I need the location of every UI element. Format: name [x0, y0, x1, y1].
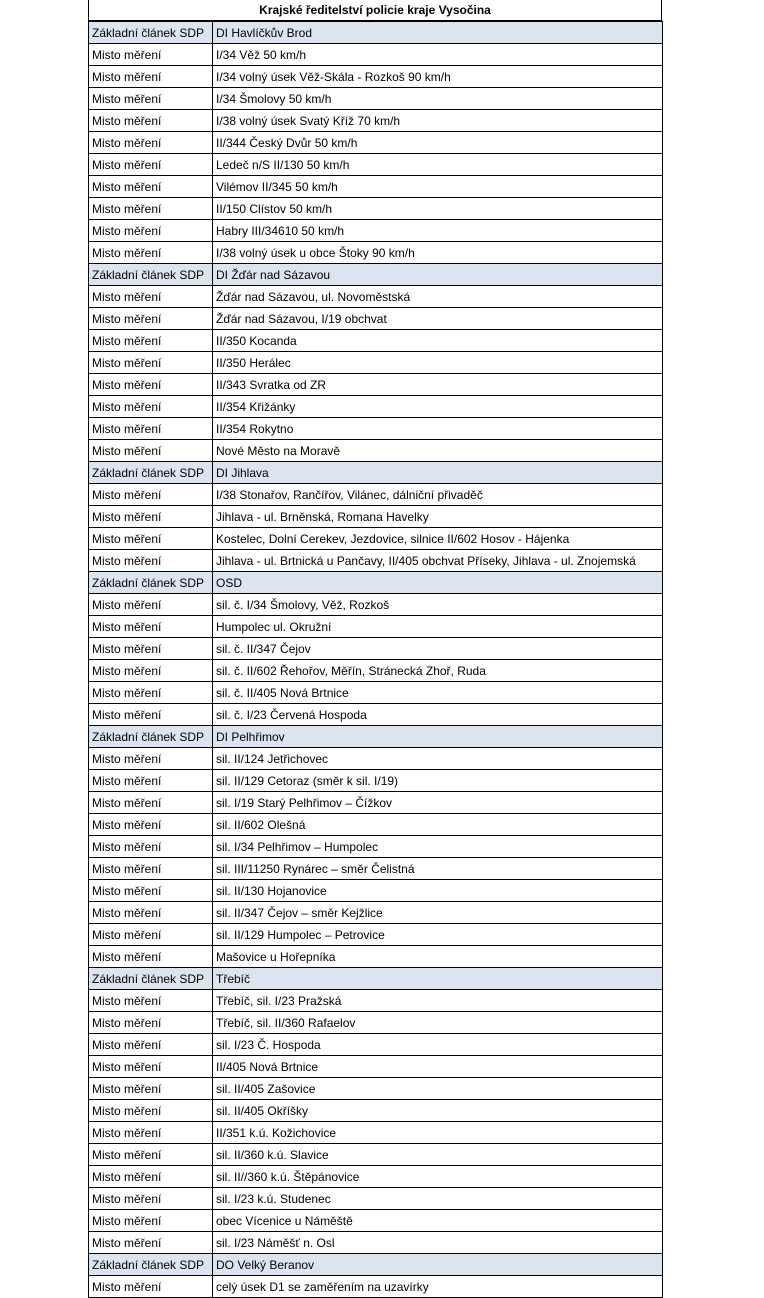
table-row [89, 1078, 663, 1100]
row-label-cell: Misto měření [89, 1100, 213, 1122]
row-label-cell: Misto měření [89, 594, 213, 616]
location-cell: II/350 Herálec [213, 352, 663, 374]
table-row [89, 880, 663, 902]
table-row [89, 836, 663, 858]
table-row [89, 506, 663, 528]
table-row [89, 1232, 663, 1254]
table-row [89, 946, 663, 968]
sheet-title: Krajské ředitelství policie kraje Vysočina [88, 0, 662, 21]
row-label-cell: Misto měření [89, 374, 213, 396]
table-row [89, 484, 663, 506]
location-cell: II/354 Křižánky [213, 396, 663, 418]
location-cell: sil. č. II/602 Řehořov, Měřín, Stránecká Zhoř, Ruda [213, 660, 663, 682]
row-label-cell: Misto měření [89, 924, 213, 946]
table-row [89, 990, 663, 1012]
table-row [89, 1122, 663, 1144]
row-label-cell: Misto měření [89, 1056, 213, 1078]
table-row [89, 242, 663, 264]
section-name-cell: DI Havlíčkův Brod [213, 22, 663, 44]
table-row [89, 1034, 663, 1056]
section-header-row [89, 462, 663, 484]
table-row [89, 44, 663, 66]
section-name-cell: Třebíč [213, 968, 663, 990]
table-row [89, 594, 663, 616]
location-cell: I/38 volný úsek u obce Štoky 90 km/h [213, 242, 663, 264]
table-row [89, 330, 663, 352]
location-cell: sil. I/34 Pelhřimov – Humpolec [213, 836, 663, 858]
row-label-cell: Misto měření [89, 396, 213, 418]
row-label-cell: Misto měření [89, 1210, 213, 1232]
location-cell: sil. č. II/347 Čejov [213, 638, 663, 660]
table-row [89, 396, 663, 418]
table-row [89, 858, 663, 880]
table-row [89, 902, 663, 924]
table-row [89, 308, 663, 330]
section-name-cell: OSD [213, 572, 663, 594]
row-label-cell: Misto měření [89, 198, 213, 220]
row-label-cell: Misto měření [89, 1078, 213, 1100]
table-row [89, 924, 663, 946]
row-label-cell: Misto měření [89, 506, 213, 528]
location-cell: sil. č. II/405 Nová Brtnice [213, 682, 663, 704]
location-cell: I/34 Šmolovy 50 km/h [213, 88, 663, 110]
location-cell: obec Vícenice u Náměště [213, 1210, 663, 1232]
row-label-cell: Misto měření [89, 902, 213, 924]
section-label-cell: Základní článek SDP [89, 264, 213, 286]
row-label-cell: Misto měření [89, 418, 213, 440]
row-label-cell: Misto měření [89, 352, 213, 374]
location-cell: sil. II/124 Jetřichovec [213, 748, 663, 770]
row-label-cell: Misto měření [89, 1166, 213, 1188]
row-label-cell: Misto měření [89, 286, 213, 308]
row-label-cell: Misto měření [89, 1144, 213, 1166]
table-row [89, 814, 663, 836]
table-row [89, 770, 663, 792]
location-cell: Jihlava - ul. Brněnská, Romana Havelky [213, 506, 663, 528]
row-label-cell: Misto měření [89, 88, 213, 110]
table-row [89, 132, 663, 154]
row-label-cell: Misto měření [89, 616, 213, 638]
section-name-cell: DI Jihlava [213, 462, 663, 484]
row-label-cell: Misto měření [89, 1122, 213, 1144]
location-cell: I/34 volný úsek Věž-Skála - Rozkoš 90 km/h [213, 66, 663, 88]
row-label-cell: Misto měření [89, 484, 213, 506]
row-label-cell: Misto měření [89, 770, 213, 792]
table-row [89, 1188, 663, 1210]
row-label-cell: Misto měření [89, 528, 213, 550]
location-cell: sil. I/23 Náměšť n. Osl [213, 1232, 663, 1254]
location-cell: sil. II/405 Okříšky [213, 1100, 663, 1122]
location-cell: I/38 Stonařov, Rančířov, Vilánec, dálniční přivaděč [213, 484, 663, 506]
location-cell: Třebíč, sil. I/23 Pražská [213, 990, 663, 1012]
table-row [89, 440, 663, 462]
location-cell: Kostelec, Dolní Cerekev, Jezdovice, silnice II/602 Hosov - Hájenka [213, 528, 663, 550]
table-row [89, 748, 663, 770]
row-label-cell: Misto měření [89, 440, 213, 462]
section-header-row [89, 726, 663, 748]
row-label-cell: Misto měření [89, 748, 213, 770]
location-cell: II/351 k.ú. Kožichovice [213, 1122, 663, 1144]
spreadsheet [88, 0, 662, 1298]
location-cell: II/350 Kocanda [213, 330, 663, 352]
location-cell: sil. II/129 Cetoraz (směr k sil. I/19) [213, 770, 663, 792]
location-cell: II/354 Rokytno [213, 418, 663, 440]
location-cell: sil. II/602 Olešná [213, 814, 663, 836]
section-label-cell: Základní článek SDP [89, 22, 213, 44]
section-header-row [89, 264, 663, 286]
location-cell: Habry III/34610 50 km/h [213, 220, 663, 242]
row-label-cell: Misto měření [89, 682, 213, 704]
location-cell: sil. III/11250 Rynárec – směr Čelistná [213, 858, 663, 880]
table-row [89, 550, 663, 572]
section-header-row [89, 968, 663, 990]
table-row [89, 220, 663, 242]
location-cell: I/34 Věž 50 km/h [213, 44, 663, 66]
table-row [89, 792, 663, 814]
table-row [89, 528, 663, 550]
table-row [89, 616, 663, 638]
row-label-cell: Misto měření [89, 814, 213, 836]
table-row [89, 1144, 663, 1166]
location-cell: sil. II//360 k.ú. Štěpánovice [213, 1166, 663, 1188]
row-label-cell: Misto měření [89, 880, 213, 902]
location-cell: II/150 Clístov 50 km/h [213, 198, 663, 220]
location-cell: Mašovice u Hořepníka [213, 946, 663, 968]
section-label-cell: Základní článek SDP [89, 1254, 213, 1276]
row-label-cell: Misto měření [89, 44, 213, 66]
row-label-cell: Misto měření [89, 792, 213, 814]
location-cell: sil. II/129 Humpolec – Petrovice [213, 924, 663, 946]
row-label-cell: Misto měření [89, 836, 213, 858]
table-row [89, 1166, 663, 1188]
section-header-row [89, 572, 663, 594]
row-label-cell: Misto měření [89, 176, 213, 198]
location-cell: sil. I/23 Č. Hospoda [213, 1034, 663, 1056]
row-label-cell: Misto měření [89, 704, 213, 726]
section-name-cell: DI Žďár nad Sázavou [213, 264, 663, 286]
row-label-cell: Misto měření [89, 1232, 213, 1254]
table-row [89, 1276, 663, 1298]
location-cell: Žďár nad Sázavou, I/19 obchvat [213, 308, 663, 330]
table-row [89, 660, 663, 682]
location-cell: Jihlava - ul. Brtnická u Pančavy, II/405 obchvat Příseky, Jihlava - ul. Znojemská [213, 550, 663, 572]
row-label-cell: Misto měření [89, 154, 213, 176]
location-cell: sil. č. I/23 Červená Hospoda [213, 704, 663, 726]
location-cell: II/344 Český Dvůr 50 km/h [213, 132, 663, 154]
row-label-cell: Misto měření [89, 990, 213, 1012]
row-label-cell: Misto měření [89, 1012, 213, 1034]
location-cell: celý úsek D1 se zaměřením na uzavírky [213, 1276, 663, 1298]
location-cell: Žďár nad Sázavou, ul. Novoměstská [213, 286, 663, 308]
table-row [89, 66, 663, 88]
section-name-cell: DI Pelhřimov [213, 726, 663, 748]
location-cell: sil. II/360 k.ú. Slavice [213, 1144, 663, 1166]
section-label-cell: Základní článek SDP [89, 462, 213, 484]
section-header-row [89, 1254, 663, 1276]
location-cell: sil. II/130 Hojanovice [213, 880, 663, 902]
row-label-cell: Misto měření [89, 1034, 213, 1056]
row-label-cell: Misto měření [89, 1188, 213, 1210]
table-row [89, 352, 663, 374]
table-row [89, 374, 663, 396]
row-label-cell: Misto měření [89, 946, 213, 968]
table-row [89, 286, 663, 308]
location-cell: sil. I/19 Starý Pelhřimov – Čížkov [213, 792, 663, 814]
table-row [89, 1056, 663, 1078]
table-row [89, 704, 663, 726]
row-label-cell: Misto měření [89, 660, 213, 682]
location-cell: I/38 volný úsek Svatý Kříž 70 km/h [213, 110, 663, 132]
location-cell: sil. I/23 k.ú. Studenec [213, 1188, 663, 1210]
location-cell: Ledeč n/S II/130 50 km/h [213, 154, 663, 176]
section-header-row [89, 22, 663, 44]
location-cell: sil. II/405 Zašovice [213, 1078, 663, 1100]
row-label-cell: Misto měření [89, 66, 213, 88]
location-cell: Humpolec ul. Okružní [213, 616, 663, 638]
table-row [89, 682, 663, 704]
section-label-cell: Základní článek SDP [89, 572, 213, 594]
location-cell: II/405 Nová Brtnice [213, 1056, 663, 1078]
row-label-cell: Misto měření [89, 220, 213, 242]
table-row [89, 176, 663, 198]
row-label-cell: Misto měření [89, 1276, 213, 1298]
row-label-cell: Misto měření [89, 638, 213, 660]
table-row [89, 1012, 663, 1034]
table-row [89, 638, 663, 660]
location-cell: Třebíč, sil. II/360 Rafaelov [213, 1012, 663, 1034]
row-label-cell: Misto měření [89, 330, 213, 352]
section-label-cell: Základní článek SDP [89, 968, 213, 990]
table-row [89, 1100, 663, 1122]
row-label-cell: Misto měření [89, 550, 213, 572]
table-row [89, 88, 663, 110]
row-label-cell: Misto měření [89, 110, 213, 132]
location-cell: Nové Město na Moravě [213, 440, 663, 462]
measurement-table [88, 21, 663, 1298]
row-label-cell: Misto měření [89, 132, 213, 154]
location-cell: II/343 Svratka od ZR [213, 374, 663, 396]
table-row [89, 110, 663, 132]
table-row [89, 198, 663, 220]
row-label-cell: Misto měření [89, 242, 213, 264]
section-name-cell: DO Velký Beranov [213, 1254, 663, 1276]
table-row [89, 154, 663, 176]
row-label-cell: Misto měření [89, 308, 213, 330]
table-row [89, 418, 663, 440]
location-cell: Vilémov II/345 50 km/h [213, 176, 663, 198]
location-cell: sil. č. I/34 Šmolovy, Věž, Rozkoš [213, 594, 663, 616]
section-label-cell: Základní článek SDP [89, 726, 213, 748]
table-row [89, 1210, 663, 1232]
row-label-cell: Misto měření [89, 858, 213, 880]
location-cell: sil. II/347 Čejov – směr Kejžlice [213, 902, 663, 924]
